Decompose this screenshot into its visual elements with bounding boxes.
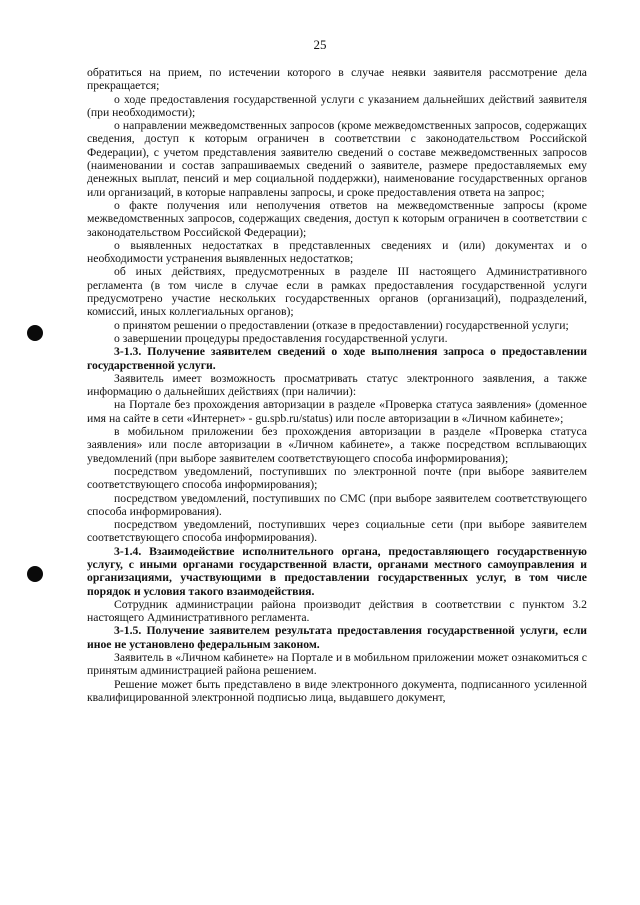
body-paragraph: Заявитель в «Личном кабинете» на Портале и в мобильном приложении может ознакомиться с принятым администрацией района решением. — [87, 651, 587, 678]
body-paragraph: об иных действиях, предусмотренных в разделе III настоящего Административного регламента (в том числе в случае если в рамках предоставления государственной услуги предусмотрено участие нескольких государственных органов (организаций), подразделений, комиссий, иных коллегиальных органов); — [87, 265, 587, 319]
body-paragraph: посредством уведомлений, поступивших по электронной почте (при выборе заявителем соответствующего способа информирования); — [87, 464, 587, 492]
page-number: 25 — [313, 37, 327, 52]
section-heading: 3-1.3. Получение заявителем сведений о ходе выполнения запроса о предоставлении государственной услуги. — [87, 345, 587, 372]
body-paragraph: Решение может быть представлено в виде электронного документа, подписанного усиленной квалифицированной электронной подписью лица, выдавшего документ, — [87, 677, 587, 704]
document-body — [87, 66, 587, 704]
section-heading: 3-1.5. Получение заявителем результата предоставления государственной услуги, если иное не установлено федеральным законом. — [87, 624, 587, 651]
section-heading: 3-1.4. Взаимодействие исполнительного органа, предоставляющего государственную услугу, с иными органами государственной власти, органами местного самоуправления и организациями, участвующими в предоставлении государственных услуг, в том числе порядок и условия такого взаимодействия. — [87, 544, 587, 598]
body-paragraph: о принятом решении о предоставлении (отказе в предоставлении) государственной услуги; — [114, 318, 569, 332]
body-paragraph: о завершении процедуры предоставления государственной услуги. — [114, 331, 448, 345]
body-paragraph: обратиться на прием, по истечении которого в случае неявки заявителя рассмотрение дела прекращается; — [87, 66, 587, 93]
binder-hole — [27, 325, 43, 341]
body-paragraph: посредством уведомлений, поступивших по СМС (при выборе заявителем соответствующего способа информирования). — [87, 491, 587, 518]
body-paragraph: посредством уведомлений, поступивших через социальные сети (при выборе заявителем соответствующего способа информирования). — [87, 518, 587, 545]
body-paragraph: на Портале без прохождения авторизации в разделе «Проверка статуса заявления» (доменное имя на сайте в сети «Интернет» - gu.spb.ru/status) или после авторизации в «Личном кабинете»; — [87, 398, 587, 425]
body-paragraph: о ходе предоставления государственной услуги с указанием дальнейших действий заявителя (при необходимости); — [87, 92, 587, 119]
body-paragraph: Сотрудник администрации района производит действия в соответствии с пунктом 3.2 настоящего Административного регламента. — [87, 597, 587, 625]
binder-hole — [27, 566, 43, 582]
body-paragraph: о факте получения или неполучения ответов на межведомственные запросы (кроме межведомственных запросов, содержащих сведения, доступ к которым ограничен в соответствии с законодательством Российской Федерации); — [87, 198, 587, 239]
body-paragraph: о выявленных недостатках в представленных сведениях и (или) документах и о необходимости устранения выявленных недостатков; — [87, 238, 587, 266]
body-paragraph: в мобильном приложении без прохождения авторизации в разделе «Проверка статуса заявления» или после авторизации в «Личном кабинете», а также посредством всплывающих уведомлений (при выборе заявителем соответствующего способа информирования); — [87, 425, 587, 465]
body-paragraph: о направлении межведомственных запросов (кроме межведомственных запросов, содержащих сведения, доступ к которым ограничен в соответствии с законодательством Российской Федерации), с учетом представления заявителю сведений о составе межведомственных запросов (наименовании и состав запрашиваемых сведений о заявителе, размере предоставляемых ему денежных выплат, пенсий и мер социальной поддержки), наименование государственных органов или организаций, в которые направлены запросы, и сроке предоставления ответа на запрос; — [87, 119, 587, 199]
body-paragraph: Заявитель имеет возможность просматривать статус электронного заявления, а также информацию о дальнейших действиях (при наличии): — [87, 371, 587, 399]
